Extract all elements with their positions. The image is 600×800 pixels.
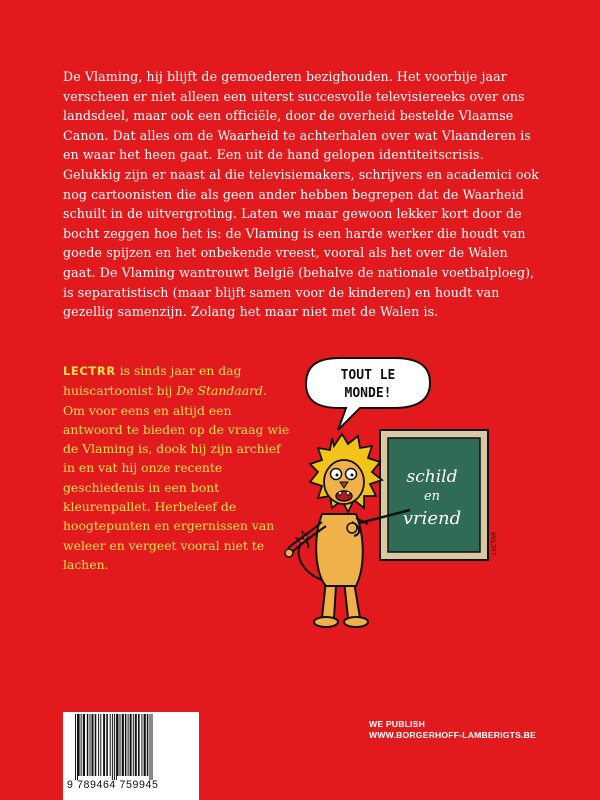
speech-bubble [306,358,430,430]
barcode-bar [95,714,97,776]
barcode-bar [147,714,149,776]
barcode-bar [125,714,127,776]
barcode-bar [81,714,82,776]
barcode-bar [78,714,80,776]
barcode-bar [122,714,124,776]
barcode-bar [110,714,111,776]
barcode-bar [92,714,94,776]
publisher-block [369,719,536,741]
barcode-bar [120,714,121,776]
intro-paragraph-2: Gelukkig zijn er naast al die televisiemakers, schrijvers en academici ook nog cartoonisten die als geen ander hebben begrepen dat de Waarheid schuilt in de uitvergroting. Laten we maar gewoon lekker kort door de bocht zeggen hoe het is: de Vlaming is een harde werker die houdt van goede spijzen en het onbekende vreest, vooral als het over de Walen gaat. De Vlaming wantrouwt België (behalve de nationale voetbalploeg), is separatistisch (maar blijft samen voor de kinderen) en houdt van gezellig samenzijn. Zolang het maar niet met de Walen is. [63,167,540,320]
isbn-number: 9 789464 759945 [67,779,159,791]
barcode-bar [141,714,142,776]
board-line-3: vriend [402,508,462,529]
lion-figure [285,434,382,627]
barcode-bar [106,714,108,776]
newspaper-name: De Standaard [176,383,263,399]
chalkboard [380,430,498,560]
barcode-bar [75,714,76,780]
board-line-2: en [423,489,441,504]
publisher-line-1: WE PUBLISH [369,719,425,729]
speech-line-1: TOUT LE [340,368,396,383]
speech-line-2: MONDE! [344,386,392,401]
barcode-bar [117,714,119,776]
barcode-bar [87,714,89,776]
barcode-bar [103,714,105,776]
board-line-1: schild [406,467,458,487]
barcode-bar [90,714,91,776]
lion-teacher-cartoon [282,350,522,640]
barcode-bar [130,714,132,776]
bio-text-2: . Om voor eens en altijd een antwoord te bieden op de vraag wie de Vlaming is, dook hij zijn archief in en vat hij onze recente geschiedenis in een bont kleurenpallet. Herbeleef de hoogtepunten en ergernissen van weleer en vergeet vooral niet te lachen. [63,383,290,572]
barcode-bar [133,714,134,776]
intro-paragraph-1: De Vlaming, hij blijft de gemoederen bezighouden. Het voorbije jaar verscheen er niet alleen een uiterst succesvolle televisiereeks over ons landsdeel, maar ook een officiële, door de overheid bestelde Vlaamse Canon. Dat alles om de Waarheid te achterhalen over wat Vlaanderen is en waar het heen gaat. Een uit de hand gelopen identiteitscrisis. [63,69,531,163]
barcode-bar [150,714,151,780]
barcode-bars [73,714,193,780]
barcode-bar [135,714,137,776]
barcode-bar [98,714,99,776]
barcode-bar [116,714,117,780]
barcode-bar [112,714,113,780]
barcode-bar [83,714,85,776]
isbn-barcode [63,712,199,800]
publisher-website: WWW.BORGERHOFF-LAMBERIGTS.BE [369,730,536,740]
barcode-bar [144,714,146,776]
cartoon-signature: LECTRR [491,531,498,555]
barcode-bar [128,714,129,776]
author-brand: LECTRR [63,364,116,378]
barcode-bar [138,714,140,776]
barcode-bar [152,714,153,780]
barcode-bar [100,714,101,776]
barcode-bar [114,714,115,780]
author-bio [63,361,291,574]
barcode-bar [77,714,78,780]
bio-text-1: is sinds jaar en dag huiscartoonist bij [63,363,242,399]
